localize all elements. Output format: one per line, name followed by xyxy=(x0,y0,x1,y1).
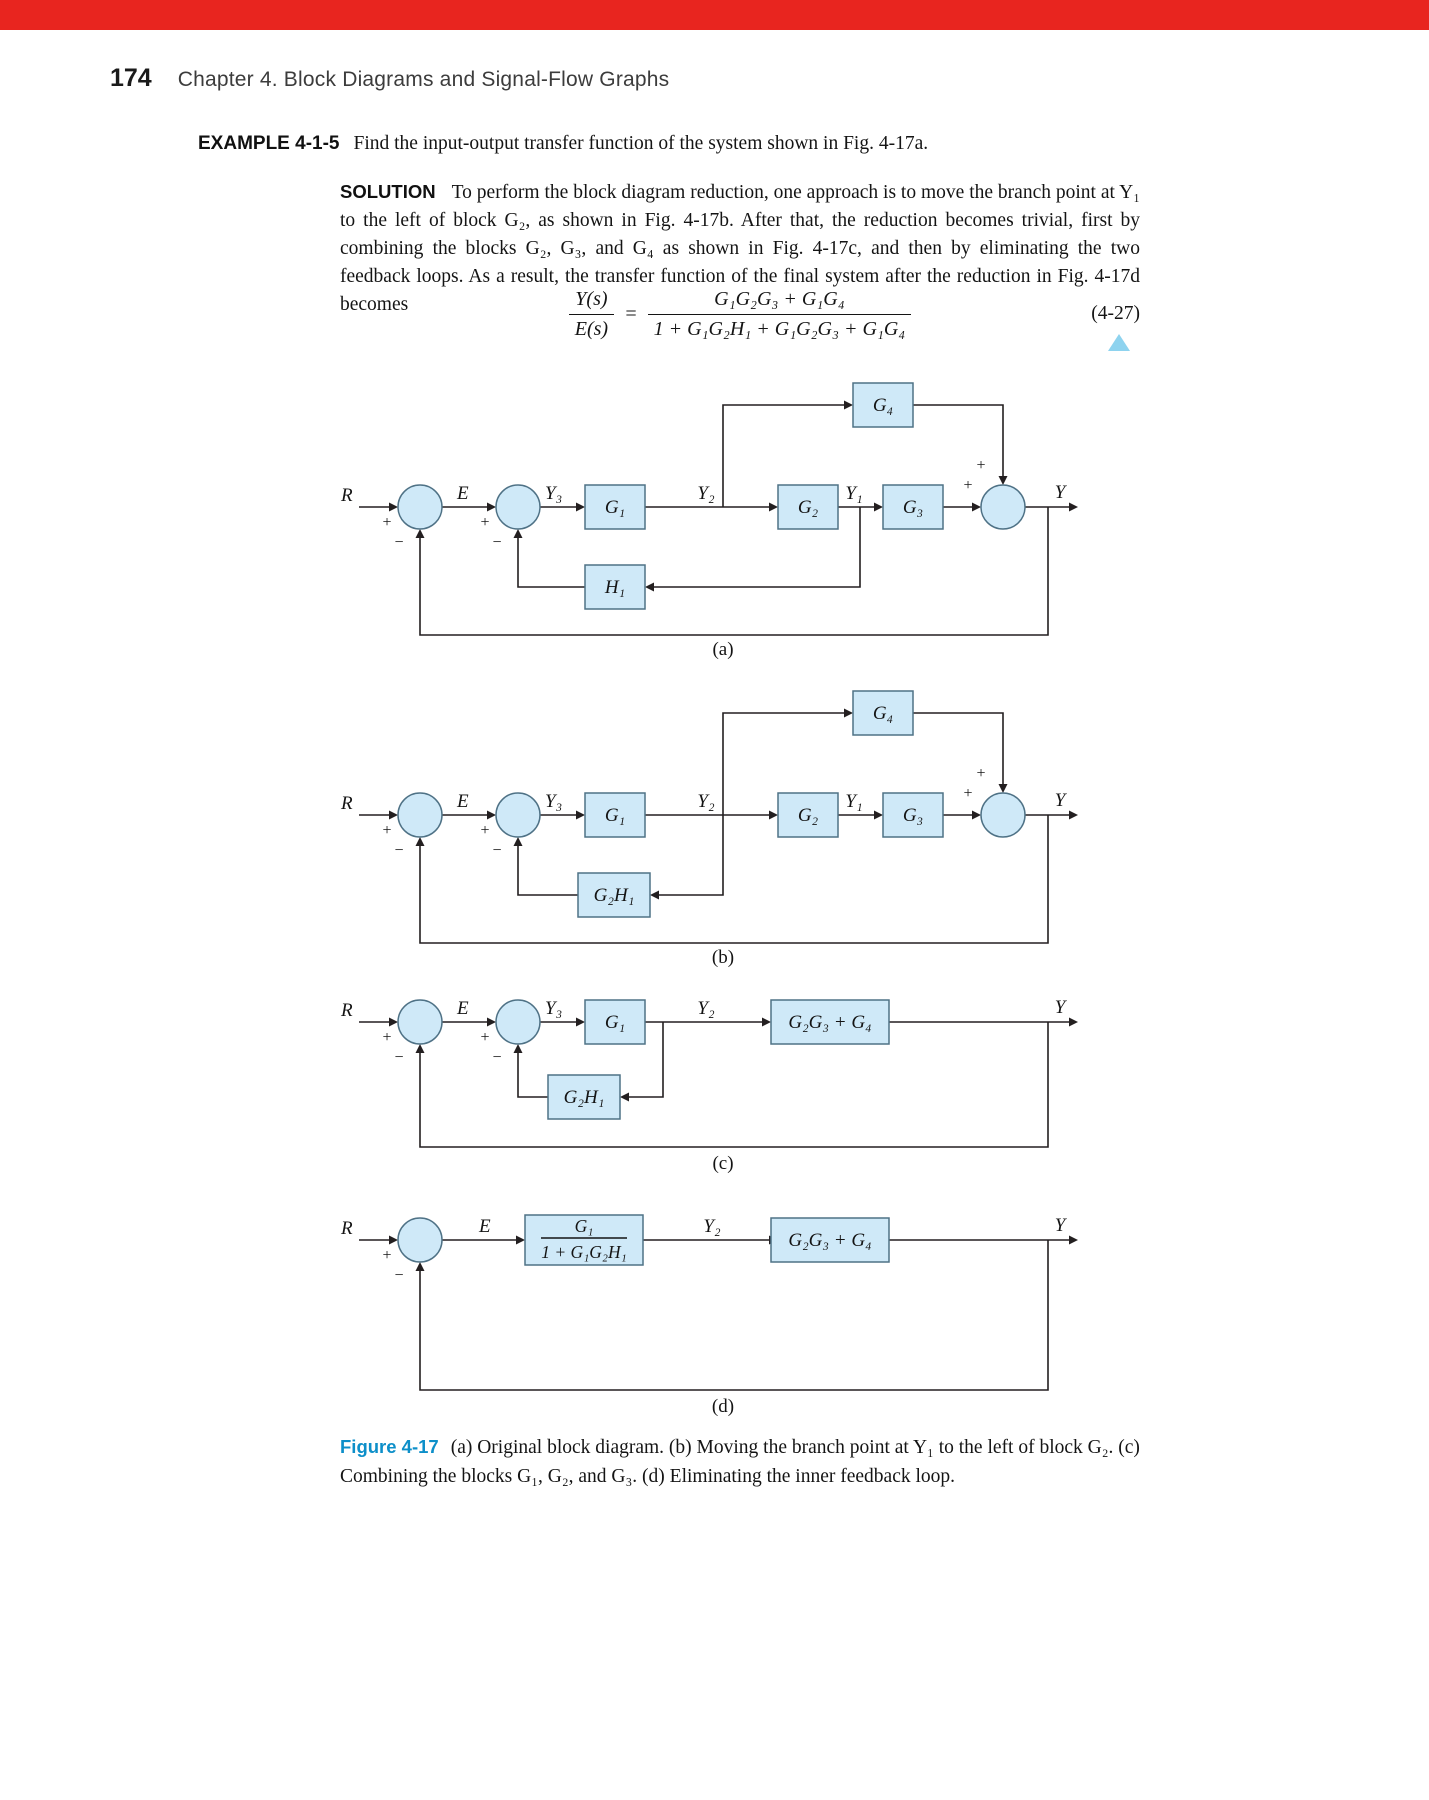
diagram-a-sublabel: (a) xyxy=(712,639,734,660)
nav-triangle-icon xyxy=(1108,334,1130,351)
diagram-c xyxy=(323,977,1091,1177)
label-y2: Y₂ xyxy=(697,998,715,1019)
summing-junction-2 xyxy=(496,1000,540,1044)
sign-minus: − xyxy=(394,534,404,551)
sign-minus: − xyxy=(394,842,404,859)
summing-junction-2 xyxy=(496,793,540,837)
sign-minus: − xyxy=(394,1049,404,1066)
label-r: R xyxy=(341,485,353,506)
summing-junction-1 xyxy=(398,1218,442,1262)
diagram-b-sublabel: (b) xyxy=(711,947,735,968)
equation-rhs-fraction xyxy=(648,288,912,341)
block-g2g3-plus-g4-label: G₂G₃ + G₄ xyxy=(788,1230,872,1251)
block-g4-label: G₄ xyxy=(872,395,894,416)
sign-plus: + xyxy=(382,1029,392,1046)
label-y3: Y₃ xyxy=(545,483,563,504)
example-label: EXAMPLE 4-1-5 xyxy=(198,133,340,154)
page-header xyxy=(110,64,669,93)
sign-plus: + xyxy=(976,457,986,474)
equation-lhs-numerator: Y(s) xyxy=(569,288,614,315)
label-y2: Y₂ xyxy=(697,483,715,504)
block-fraction-numerator: G₁ xyxy=(574,1216,594,1236)
sign-plus: + xyxy=(382,822,392,839)
block-g2-label: G₂ xyxy=(797,805,819,826)
label-e: E xyxy=(457,998,469,1019)
summing-junction-1 xyxy=(398,485,442,529)
block-g2g3-plus-g4-label: G₂G₃ + G₄ xyxy=(788,1012,872,1033)
equation-rhs-denominator: 1 + G₁G₂H₁ + G₁G₂G₃ + G₁G₄ xyxy=(653,317,906,340)
solution-text: To perform the block diagram reduction, one approach is to move the branch point at Y₁ to the left of block G₂, as shown in Fig. 4-17b. After that, the reduction becomes trivial, first by combining the blocks G₂, G₃, and G₄ as shown in Fig. 4-17c, and then by eliminating the two feedback loops. As a result, the transfer function of the final system after the reduction in Fig. 4-17d becomes xyxy=(340,182,1140,315)
label-r: R xyxy=(341,1000,353,1021)
label-y1: Y₁ xyxy=(845,483,863,504)
block-g1-label: G₁ xyxy=(604,1012,626,1033)
sign-plus: + xyxy=(480,514,490,531)
solution-label: SOLUTION xyxy=(340,181,436,202)
summing-junction-3 xyxy=(981,485,1025,529)
sign-plus: + xyxy=(480,822,490,839)
equation-number: (4-27) xyxy=(1091,303,1140,324)
block-g3-label: G₃ xyxy=(902,497,924,518)
equation-4-27 xyxy=(340,284,1140,344)
label-y3: Y₃ xyxy=(545,998,563,1019)
label-y: Y xyxy=(1054,997,1066,1018)
top-red-bar xyxy=(0,0,1429,30)
label-y: Y xyxy=(1054,1215,1066,1236)
label-y3: Y₃ xyxy=(545,791,563,812)
wires xyxy=(359,401,1078,636)
label-y1: Y₁ xyxy=(845,791,863,812)
diagram-d xyxy=(323,1205,1091,1420)
block-g2-label: G₂ xyxy=(797,497,819,518)
sign-plus: + xyxy=(963,477,973,494)
label-y2: Y₂ xyxy=(703,1216,721,1237)
equation-lhs-fraction xyxy=(569,288,614,341)
block-g2h1-label: G₂H₁ xyxy=(593,885,635,906)
sign-minus: − xyxy=(492,842,502,859)
sign-minus: − xyxy=(492,534,502,551)
label-r: R xyxy=(341,1218,353,1239)
block-g1-label: G₁ xyxy=(604,805,626,826)
label-y2: Y₂ xyxy=(697,791,715,812)
label-y: Y xyxy=(1054,482,1066,503)
figure-caption-text: (a) Original block diagram. (b) Moving the branch point at Y₁ to the left of block G₂. (c) Combining the blocks G₁, G₂, and G₃. (d) Eliminating the inner feedback loop. xyxy=(340,1437,1140,1487)
label-e: E xyxy=(479,1216,491,1237)
equation-lhs-denominator: E(s) xyxy=(574,317,609,340)
equation-rhs-numerator: G₁G₂G₃ + G₁G₄ xyxy=(648,288,912,315)
sign-plus: + xyxy=(480,1029,490,1046)
label-e: E xyxy=(457,483,469,504)
label-r: R xyxy=(341,793,353,814)
block-h1-label: H₁ xyxy=(604,577,626,598)
diagram-d-sublabel: (d) xyxy=(711,1396,735,1417)
block-g1-label: G₁ xyxy=(604,497,626,518)
wires xyxy=(359,1018,1078,1148)
diagram-c-sublabel: (c) xyxy=(712,1153,734,1174)
sign-plus: + xyxy=(963,785,973,802)
block-g4-label: G₄ xyxy=(872,703,894,724)
sign-minus: − xyxy=(492,1049,502,1066)
example-heading xyxy=(198,133,1198,155)
diagram-a xyxy=(323,377,1091,663)
summing-junction-1 xyxy=(398,1000,442,1044)
block-fraction-denominator: 1 + G₁G₂H₁ xyxy=(541,1242,627,1262)
block-g3-label: G₃ xyxy=(902,805,924,826)
summing-junction-2 xyxy=(496,485,540,529)
label-y: Y xyxy=(1054,790,1066,811)
wires xyxy=(359,1236,1078,1391)
diagram-b xyxy=(323,685,1091,971)
figure-caption-label: Figure 4-17 xyxy=(340,1436,439,1457)
equals-sign: = xyxy=(624,302,638,325)
sign-plus: + xyxy=(976,765,986,782)
example-text: Find the input-output transfer function of the system shown in Fig. 4-17a. xyxy=(353,133,929,154)
block-g2h1-label: G₂H₁ xyxy=(563,1087,605,1108)
page-number: 174 xyxy=(110,64,152,92)
sign-plus: + xyxy=(382,1247,392,1264)
label-e: E xyxy=(457,791,469,812)
chapter-header: Chapter 4. Block Diagrams and Signal-Flow Graphs xyxy=(177,68,670,91)
summing-junction-3 xyxy=(981,793,1025,837)
figure-caption xyxy=(340,1432,1152,1491)
sign-plus: + xyxy=(382,514,392,531)
summing-junction-1 xyxy=(398,793,442,837)
sign-minus: − xyxy=(394,1267,404,1284)
wires xyxy=(359,709,1078,944)
